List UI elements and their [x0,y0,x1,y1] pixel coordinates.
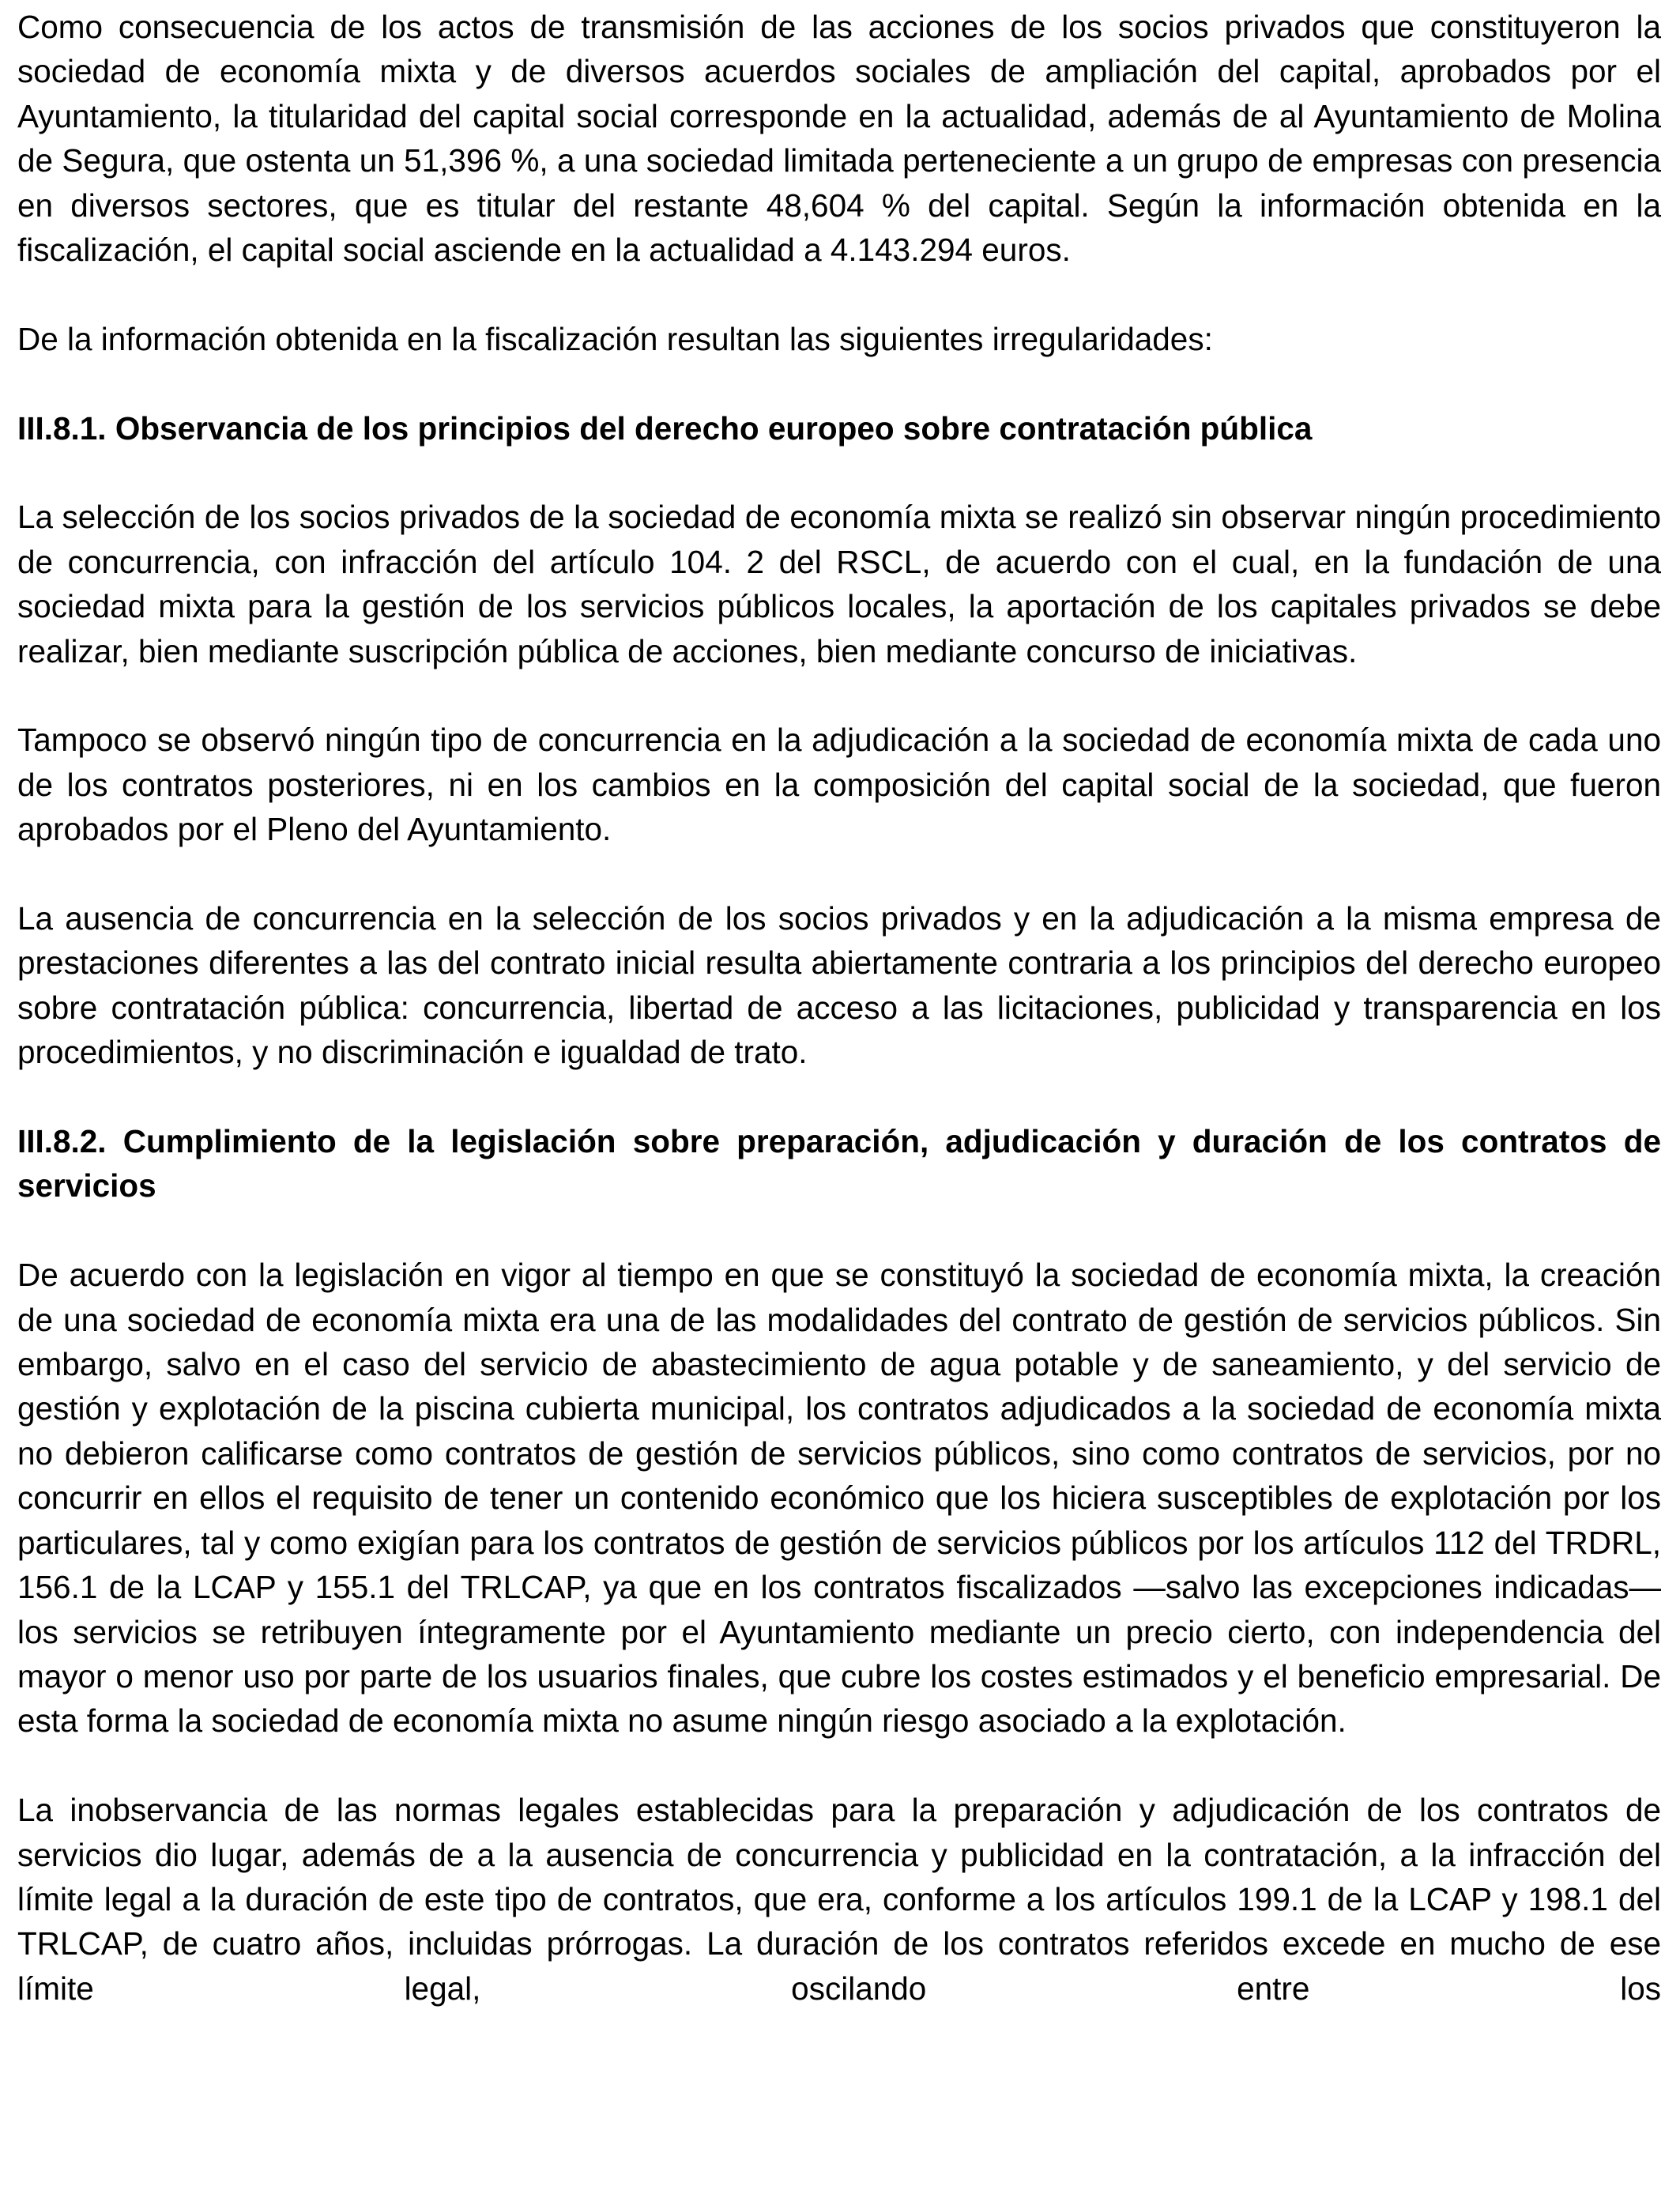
paragraph-capital-ownership: Como consecuencia de los actos de transmisión de las acciones de los socios privados que constituyeron la sociedad de economía mixta y de diversos acuerdos sociales de ampliación del capital, aprobados por el Ayuntamiento, la titularidad del capital social corresponde en la actualidad, además de al Ayuntamiento de Molina de Segura, que ostenta un 51,396 %, a una sociedad limitada perteneciente a un grupo de empresas con presencia en diversos sectores, que es titular del restante 48,604 % del capital. Según la información obtenida en la fiscalización, el capital social asciende en la actualidad a 4.143.294 euros. [17,9,1661,269]
document-page [17,5,1661,2011]
section-heading-iii-8-2: III.8.2. Cumplimiento de la legislación sobre preparación, adjudicación y duración de los contratos de servicios [17,1123,1661,1204]
paragraph-irregularities-intro: De la información obtenida en la fiscalización resultan las siguientes irregularidades: [17,320,1213,357]
paragraph-contract-duration: La inobservancia de las normas legales establecidas para la preparación y adjudicación de los contratos de servicios dio lugar, además de a la ausencia de concurrencia y publicidad en la contratación, a la infracción del límite legal a la duración de este tipo de contratos, que era, conforme a los artículos 199.1 de la LCAP y 198.1 del TRLCAP, de cuatro años, incluidas prórrogas. La duración de los contratos referidos excede en mucho de ese límite legal, oscilando entre los [17,1792,1661,2007]
paragraph-partner-selection: La selección de los socios privados de la sociedad de economía mixta se realizó sin observar ningún procedimiento de concurrencia, con infracción del artículo 104. 2 del RSCL, de acuerdo con el cual, en la fundación de una sociedad mixta para la gestión de los servicios públicos locales, la aportación de los capitales privados se debe realizar, bien mediante suscripción pública de acciones, bien mediante concurso de iniciativas. [17,499,1661,669]
paragraph-european-principles: La ausencia de concurrencia en la selección de los socios privados y en la adjudicación a la misma empresa de prestaciones diferentes a las del contrato inicial resulta abiertamente contraria a los principios del derecho europeo sobre contratación pública: concurrencia, libertad de acceso a las licitaciones, publicidad y transparencia en los procedimientos, y no discriminación e igualdad de trato. [17,900,1661,1071]
paragraph-contract-classification: De acuerdo con la legislación en vigor al tiempo en que se constituyó la sociedad de economía mixta, la creación de una sociedad de economía mixta era una de las modalidades del contrato de gestión de servicios públicos. Sin embargo, salvo en el caso del servicio de abastecimiento de agua potable y de saneamiento, y del servicio de gestión y explotación de la piscina cubierta municipal, los contratos adjudicados a la sociedad de economía mixta no debieron calificarse como contratos de gestión de servicios públicos, sino como contratos de servicios, por no concurrir en ellos el requisito de tener un contenido económico que los hiciera susceptibles de explotación por los particulares, tal y como exigían para los contratos de gestión de servicios públicos por los artículos 112 del TRDRL, 156.1 de la LCAP y 155.1 del TRLCAP, ya que en los contratos fiscalizados —salvo las excepciones indicadas— los servicios se retribuyen íntegramente por el Ayuntamiento mediante un precio cierto, con independencia del mayor o menor uso por parte de los usuarios finales, que cubre los costes estimados y el beneficio empresarial. De esta forma la sociedad de economía mixta no asume ningún riesgo asociado a la explotación. [17,1257,1661,1740]
section-heading-iii-8-1: III.8.1. Observancia de los principios del derecho europeo sobre contratación pública [17,409,1313,447]
paragraph-no-concurrence: Tampoco se observó ningún tipo de concurrencia en la adjudicación a la sociedad de economía mixta de cada uno de los contratos posteriores, ni en los cambios en la composición del capital social de la sociedad, que fueron aprobados por el Pleno del Ayuntamiento. [17,722,1661,848]
